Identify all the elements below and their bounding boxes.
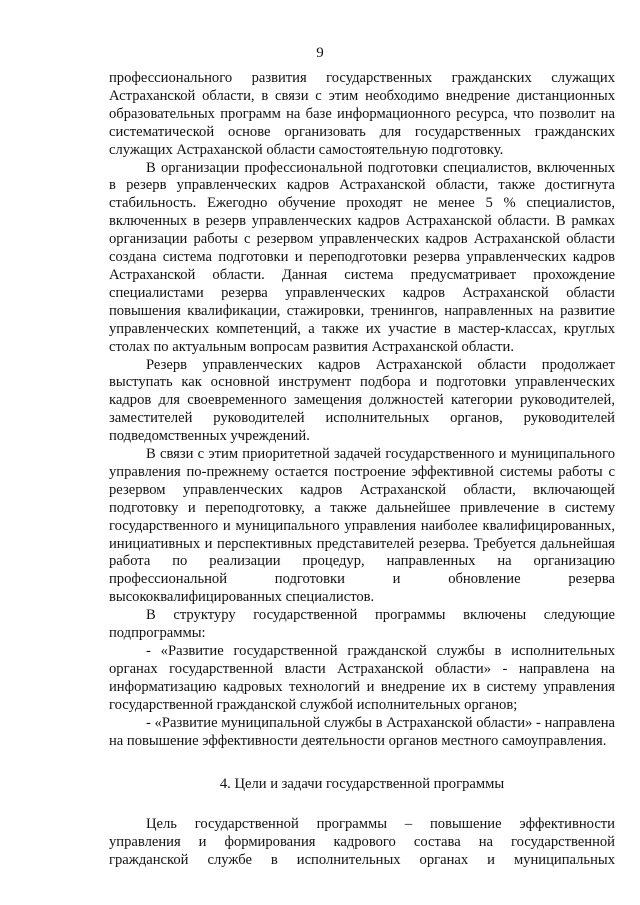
page-number: 9 [316,45,324,61]
subprogram-civil-service: - «Развитие государственной гражданской службы в исполнительных органах государственной власти Астраханской области» - направлена на информатизацию кадровых технологий и внедрение их в систему управления государственной гражданской службой исполнительных органов; [109,643,615,713]
section-heading: 4. Цели и задачи государственной программы [219,776,505,793]
paragraph-program-goal: Цель государственной программы – повышение эффективности управления и формирования кадрового состава на государственной гражданской службе в исполнительных органах и муниципальных [109,816,615,869]
paragraph-reserve-training: В организации профессиональной подготовки специалистов, включенных в резерв управленческих кадров Астраханской области, также достигнута стабильность. Ежегодно обучение проходят не менее 5 % специалистов, включенных в резерв управленческих кадров Астраханской области. В рамках организации работы с резервом управленческих кадров Астраханской области создана система подготовки и переподготовки резерва управленческих кадров Астраханской области. Данная система предусматривает прохождение специалистами резерва управленческих кадров Астраханской области повышения квалификации, стажировки, тренингов, направленных на развитие управленческих компетенций, а также их участие в мастер-классах, круглых столах по актуальным вопросам развития Астраханской области. [109,159,615,355]
paragraph-continuation: профессионального развития государственных гражданских служащих Астраханской области, в связи с этим необходимо внедрение дистанционных образовательных программ на базе информационного ресурса, что позволит на систематической основе организовать для государственных гражданских служащих Астраханской области самостоятельную подготовку. [109,70,615,158]
paragraph-reserve-instrument: Резерв управленческих кадров Астраханской области продолжает выступать как основной инструмент подбора и подготовки управленческих кадров для своевременного замещения должностей категории руководителей, заместителей руководителей исполнительных органов, руководителей подведомственных учреждений. [109,356,615,445]
paragraph-subprograms-intro: В структуру государственной программы включены следующие подпрограммы: [109,607,615,642]
document-body [109,70,615,870]
subprogram-municipal-service: - «Развитие муниципальной службы в Астраханской области» - направлена на повышение эффективности деятельности органов местного самоуправления. [109,714,615,749]
paragraph-priority-task: В связи с этим приоритетной задачей государственного и муниципального управления по-прежнему остается построение эффективной системы работы с резервом управленческих кадров Астраханской области, включающей подготовку и переподготовку, а также дальнейшее привлечение в систему государственного и муниципального управления наиболее квалифицированных, инициативных и перспективных представителей резерва. Требуется дальнейшая работа по реализации процедур, направленных на организацию профессиональной подготовки и обновление резерва высококвалифицированных специалистов. [109,446,615,606]
